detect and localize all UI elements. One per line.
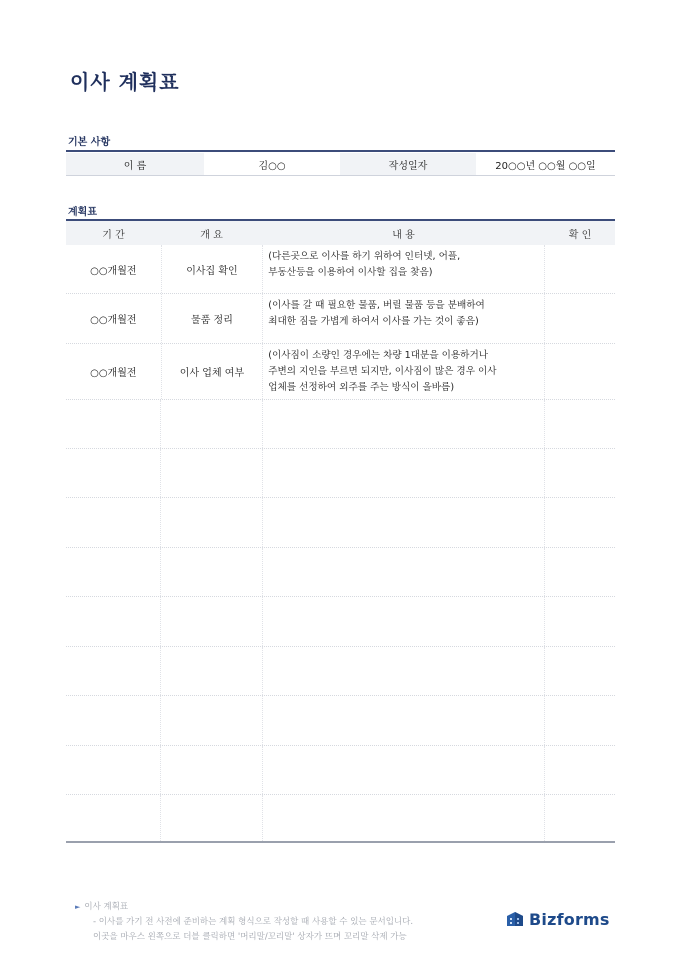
header-summary: 개 요 bbox=[200, 229, 223, 241]
header-check: 확 인 bbox=[568, 229, 592, 241]
bizforms-logo bbox=[505, 909, 610, 929]
empty-table-row bbox=[66, 647, 615, 696]
name-label: 이 름 bbox=[66, 153, 204, 175]
logo-text: Bizforms bbox=[529, 909, 610, 929]
header-content: 내 용 bbox=[392, 229, 415, 241]
basic-info-row bbox=[66, 153, 615, 176]
row-check[interactable] bbox=[545, 294, 615, 343]
empty-table-row bbox=[66, 449, 615, 498]
empty-table-row bbox=[66, 400, 615, 449]
row-summary: 이사 업체 여부 bbox=[162, 344, 264, 399]
empty-table-row bbox=[66, 548, 615, 597]
empty-table-row bbox=[66, 795, 615, 841]
plan-table bbox=[66, 221, 615, 843]
date-value: 20○○년 ○○월 ○○일 bbox=[495, 160, 596, 172]
row-period: ○○개월전 bbox=[66, 245, 162, 293]
row-check[interactable] bbox=[545, 344, 615, 399]
header-period: 기 간 bbox=[102, 229, 125, 241]
footer-line-1: - 이사를 가기 전 사전에 준비하는 계획 형식으로 작성할 때 사용할 수 있는 문서입니다. bbox=[93, 917, 414, 927]
row-content: (이사를 갈 때 필요한 물품, 버릴 물품 등을 분배하여 최대한 짐을 가볍게 하여서 이사를 가는 것이 좋음) bbox=[263, 294, 545, 343]
triangle-bullet-icon: ► bbox=[75, 903, 81, 911]
row-summary: 이사집 확인 bbox=[162, 245, 264, 293]
empty-table-row bbox=[66, 498, 615, 548]
empty-table-row bbox=[66, 696, 615, 746]
table-bottom-border bbox=[66, 841, 615, 843]
name-value: 김○○ bbox=[258, 160, 286, 172]
row-summary: 물품 정리 bbox=[162, 294, 264, 343]
basic-section-label: 기본 사항 bbox=[68, 137, 111, 148]
footer-note[interactable] bbox=[75, 900, 413, 945]
row-period: ○○개월전 bbox=[66, 294, 162, 343]
table-row bbox=[66, 344, 615, 400]
date-label: 작성일자 bbox=[340, 153, 476, 175]
row-content: (이사짐이 소량인 경우에는 차량 1대분을 이용하거나 주변의 지인을 부르면 되지만, 이사짐이 많은 경우 이사 업체를 선정하여 외주를 주는 방식이 올바름) bbox=[263, 344, 545, 399]
footer-line-2: 이곳을 마우스 왼쪽으로 더블 클릭하면 '머리말/꼬리말' 상자가 뜨며 꼬리말 삭제 가능 bbox=[93, 932, 407, 942]
row-content: (다른곳으로 이사를 하기 위하여 인터넷, 어플, 부동산등을 이용하여 이사할 집을 찾음) bbox=[263, 245, 545, 293]
table-row bbox=[66, 245, 615, 294]
row-period: ○○개월전 bbox=[66, 344, 162, 399]
empty-table-row bbox=[66, 597, 615, 647]
row-check[interactable] bbox=[545, 245, 615, 293]
building-logo-icon bbox=[505, 909, 525, 929]
page-title: 이사 계획표 bbox=[70, 70, 180, 94]
plan-table-header bbox=[66, 221, 615, 245]
plan-section-label: 계획표 bbox=[68, 207, 97, 218]
footer-title: 이사 계획표 bbox=[84, 902, 129, 912]
table-row bbox=[66, 294, 615, 344]
basic-section-divider bbox=[66, 150, 615, 152]
empty-table-row bbox=[66, 746, 615, 795]
